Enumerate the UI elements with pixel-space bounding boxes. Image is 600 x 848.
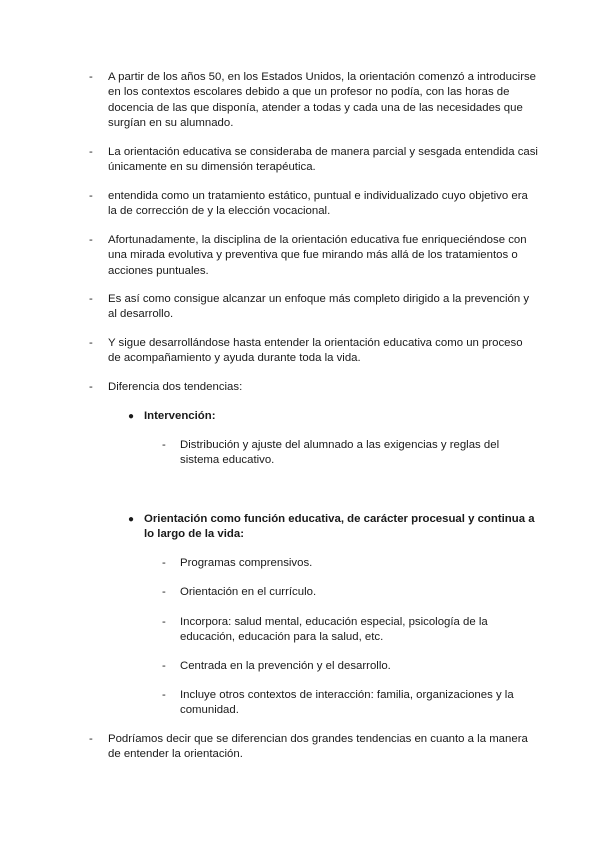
item-text: La orientación educativa se consideraba de manera parcial y sesgada entendida casi únicamente en su dimensión terapéutica. bbox=[108, 146, 538, 174]
dash-marker: - bbox=[162, 586, 166, 598]
dash-marker: - bbox=[162, 557, 166, 569]
dash-marker: - bbox=[162, 439, 166, 451]
dash-marker: - bbox=[162, 660, 166, 672]
dash-marker: - bbox=[89, 381, 93, 393]
dash-marker: - bbox=[89, 733, 93, 745]
sub-item-text: Programas comprensivos. bbox=[180, 557, 313, 569]
item-text: A partir de los años 50, en los Estados Unidos, la orientación comenzó a introducirse en los contextos escolares debido a que un profesor no podía, con las horas de docencia de las que disponía, atender a todas y cada una de las necesidades que surgían en su alumnado. bbox=[108, 71, 537, 130]
tendency-title: Intervención: bbox=[144, 410, 216, 422]
dash-marker: - bbox=[89, 190, 93, 202]
item-text: Podríamos decir que se diferencian dos grandes tendencias en cuanto a la manera de entender la orientación. bbox=[108, 733, 528, 761]
dash-marker: - bbox=[89, 337, 93, 349]
bullet-icon: ● bbox=[128, 514, 135, 525]
dash-marker: - bbox=[89, 146, 93, 158]
bullet-icon: ● bbox=[128, 411, 135, 422]
dash-marker: - bbox=[89, 293, 93, 305]
item-text: Diferencia dos tendencias: bbox=[108, 381, 243, 393]
sub-item-text: Distribución y ajuste del alumnado a las exigencias y reglas del sistema educativo. bbox=[180, 439, 500, 467]
dash-marker: - bbox=[89, 71, 93, 83]
dash-marker: - bbox=[162, 616, 166, 628]
sub-item-text: Incluye otros contextos de interacción: familia, organizaciones y la comunidad. bbox=[180, 689, 514, 717]
item-text: Afortunadamente, la disciplina de la orientación educativa fue enriqueciéndose con una mirada evolutiva y preventiva que fue mirando más allá de los tratamientos o acciones puntuales. bbox=[108, 234, 527, 277]
tendency-title: Orientación como función educativa, de carácter procesual y continua a lo largo de la vida: bbox=[144, 513, 535, 541]
item-text: entendida como un tratamiento estático, puntual e individualizado cuyo objetivo era la de corrección de y la elección vocacional. bbox=[108, 190, 528, 218]
item-text: Es así como consigue alcanzar un enfoque más completo dirigido a la prevención y al desarrollo. bbox=[108, 293, 530, 321]
dash-marker: - bbox=[162, 689, 166, 701]
item-text: Y sigue desarrollándose hasta entender la orientación educativa como un proceso de acompañamiento y ayuda durante toda la vida. bbox=[108, 337, 523, 365]
sub-item-text: Incorpora: salud mental, educación especial, psicología de la educación, educación para la salud, etc. bbox=[180, 616, 488, 644]
sub-item-text: Orientación en el currículo. bbox=[180, 586, 317, 598]
dash-marker: - bbox=[89, 234, 93, 246]
sub-item-text: Centrada en la prevención y el desarrollo. bbox=[180, 660, 391, 672]
